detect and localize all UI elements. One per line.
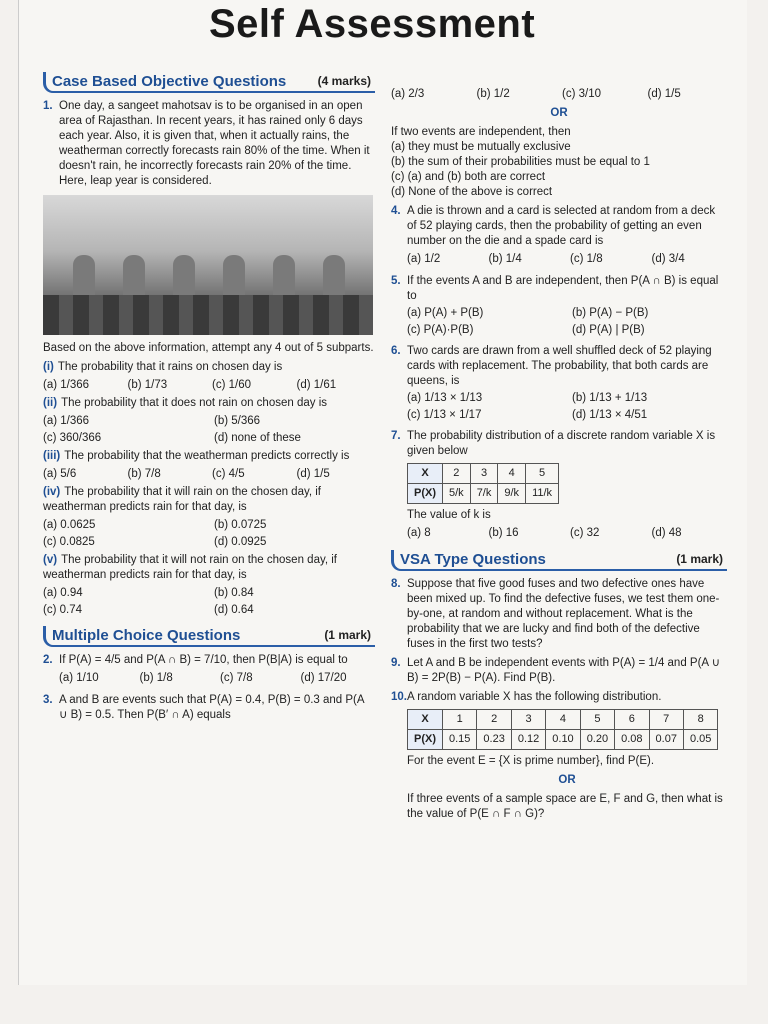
table-cell: 0.12: [511, 730, 545, 750]
option-c: (c) 1/60: [212, 379, 251, 391]
table-cell: 9/k: [498, 484, 526, 504]
option-c: (c) 7/8: [220, 672, 253, 684]
table-cell: 1: [443, 710, 477, 730]
table-cell: 0.05: [683, 730, 717, 750]
subpart-4: [43, 485, 375, 550]
concert-photo: [43, 195, 373, 335]
option-b: (b) P(A) − P(B): [572, 307, 649, 319]
option-c: (c) (a) and (b) both are correct: [391, 171, 546, 183]
table-header-p: P(X): [408, 730, 443, 750]
option-b: (b) 0.84: [214, 587, 254, 599]
table-cell: 5: [580, 710, 614, 730]
table-cell: 4: [498, 464, 526, 484]
subpart-text: The probability that it will not rain on the chosen day, if weatherman predicts rain for that day, is: [43, 554, 338, 581]
question-8: [391, 577, 727, 652]
question-text: If two events are independent, then: [391, 126, 571, 138]
option-b: (b) 16: [488, 527, 519, 539]
option-d: (d) 0.64: [214, 604, 254, 616]
option-d: (d) 48: [651, 527, 682, 539]
option-b: (b) the sum of their probabilities must be equal to 1: [391, 156, 650, 168]
table-cell: 0.08: [615, 730, 649, 750]
option-a: (a) 2/3: [391, 88, 425, 100]
option-c: (c) 1/8: [570, 253, 603, 265]
option-a: (a) 1/366: [43, 379, 90, 391]
option-d: (d) 17/20: [300, 672, 347, 684]
option-a: (a) 0.94: [43, 587, 83, 599]
or-label: OR: [558, 774, 576, 786]
question-text: A and B are events such that P(A) = 0.4, P(B) = 0.3 and P(A ∪ B) = 0.5. Then P(B′ ∩ A) equals: [59, 694, 364, 721]
option-b: (b) 1/8: [139, 672, 173, 684]
option-c: (c) 0.74: [43, 604, 82, 616]
option-d: (d) 1/13 × 4/51: [572, 409, 648, 421]
option-c: (c) 360/366: [43, 432, 102, 444]
option-d: (d) none of these: [214, 432, 301, 444]
option-d: (d) None of the above is correct: [391, 186, 553, 198]
subpart-2: [43, 396, 375, 446]
question-10: [391, 690, 727, 822]
question-number: 3.: [43, 694, 53, 706]
question-number: 1.: [43, 100, 53, 112]
option-a: (a) 5/6: [43, 468, 77, 480]
question-number: 10.: [391, 691, 407, 703]
option-b: (b) 1/2: [476, 88, 510, 100]
option-a: (a) 1/13 × 1/13: [407, 392, 483, 404]
left-column: [43, 72, 375, 727]
section-marks: (4 marks): [317, 74, 371, 88]
question-7: [391, 429, 727, 544]
right-column: [391, 84, 727, 826]
table-header-x: X: [408, 464, 443, 484]
subpart-text: The probability that it does not rain on chosen day is: [61, 397, 327, 409]
subpart-number: (ii): [43, 397, 58, 409]
question-5: [391, 274, 727, 340]
option-b: (b) 1/73: [127, 379, 168, 391]
table-cell: 0.20: [580, 730, 614, 750]
question-9: [391, 656, 727, 686]
table-cell: 5: [526, 464, 559, 484]
case-instruction: Based on the above information, attempt any 4 out of 5 subparts.: [43, 342, 374, 354]
subpart-text: The probability that it rains on chosen day is: [57, 361, 283, 373]
question-text: A random variable X has the following distribution.: [407, 691, 662, 703]
option-a: (a) 8: [407, 527, 431, 539]
table-cell: 7: [649, 710, 683, 730]
option-b: (b) 1/4: [488, 253, 522, 265]
subpart-number: (i): [43, 361, 54, 373]
question-text: If P(A) = 4/5 and P(A ∩ B) = 7/10, then P(B|A) is equal to: [59, 654, 348, 666]
question-1: [43, 99, 375, 189]
table-cell: 7/k: [470, 484, 498, 504]
option-d: (d) 1/61: [296, 379, 337, 391]
option-b: (b) 1/13 + 1/13: [572, 392, 648, 404]
question-or-text: If three events of a sample space are E, F and G, then what is the value of P(E ∩ F ∩ G)?: [407, 793, 723, 820]
option-d: (d) 3/4: [651, 253, 685, 265]
table-cell: 2: [443, 464, 471, 484]
question-3-options: [391, 87, 727, 102]
table-cell: 0.07: [649, 730, 683, 750]
question-text: A die is thrown and a card is selected at random from a deck of 52 playing cards, then the probability of getting an even number on the die and a spade card is: [407, 205, 716, 247]
question-number: 4.: [391, 205, 401, 217]
subpart-number: (iv): [43, 486, 61, 498]
option-c: (c) 4/5: [212, 468, 245, 480]
question-3-or: [391, 125, 727, 200]
subpart-number: (v): [43, 554, 58, 566]
question-text: Suppose that five good fuses and two defective ones have been mixed up. To find the defective fuses, we test them one-by-one, at random and without replacement. What is the probability that we are lucky and find both of the defective fuses in the first two tests?: [407, 578, 720, 650]
section-name: Multiple Choice Questions: [52, 627, 241, 644]
question-4: [391, 204, 727, 270]
option-d: (d) 1/5: [296, 468, 330, 480]
question-text: Two cards are drawn from a well shuffled deck of 52 playing cards with replacement. The probability, that both cards are queens, is: [407, 345, 712, 387]
option-d: (d) P(A) | P(B): [572, 324, 645, 336]
option-a: (a) 1/10: [59, 672, 99, 684]
table-cell: 0.10: [546, 730, 580, 750]
distribution-table-q10: [407, 709, 718, 750]
question-6: [391, 344, 727, 425]
section-marks: (1 mark): [324, 628, 371, 642]
question-followup: For the event E = {X is prime number}, find P(E).: [407, 755, 655, 767]
table-cell: 8: [683, 710, 717, 730]
option-a: (a) they must be mutually exclusive: [391, 141, 571, 153]
question-2: [43, 653, 375, 689]
table-cell: 0.23: [477, 730, 511, 750]
section-name: Case Based Objective Questions: [52, 73, 287, 90]
section-name: VSA Type Questions: [400, 551, 546, 568]
section-header-mcq: [43, 626, 375, 647]
subpart-text: The probability that it will rain on the chosen day, if weatherman predicts rain for that day, is: [43, 486, 322, 513]
option-c: (c) 3/10: [562, 88, 601, 100]
table-cell: 3: [470, 464, 498, 484]
question-number: 5.: [391, 275, 401, 287]
option-b: (b) 5/366: [214, 415, 261, 427]
option-c: (c) 32: [570, 527, 600, 539]
table-cell: 11/k: [526, 484, 559, 504]
question-text: One day, a sangeet mahotsav is to be organised in an open area of Rajasthan. In recent years, it has rained only 6 days each year. Also, it is given that, when it actually rains, the weatherman correctly forecasts rain 80% of the time. When it doesn't rain, he incorrectly forecasts rain 20% of the time. Here, leap year is considered.: [59, 100, 370, 187]
table-header-x: X: [408, 710, 443, 730]
section-header-vsa: [391, 550, 727, 571]
page-title: Self Assessment: [209, 2, 536, 46]
table-cell: 6: [615, 710, 649, 730]
table-cell: 4: [546, 710, 580, 730]
subpart-number: (iii): [43, 450, 61, 462]
table-cell: 2: [477, 710, 511, 730]
question-text: The probability distribution of a discrete random variable X is given below: [407, 430, 716, 457]
question-number: 9.: [391, 657, 401, 669]
subpart-text: The probability that the weatherman predicts correctly is: [64, 450, 350, 462]
subpart-5: [43, 553, 375, 618]
option-c: (c) P(A)·P(B): [407, 324, 474, 336]
section-header-case: [43, 72, 375, 93]
table-header-p: P(X): [408, 484, 443, 504]
option-b: (b) 7/8: [127, 468, 161, 480]
page: [18, 0, 747, 985]
table-cell: 5/k: [443, 484, 471, 504]
distribution-table-q7: [407, 463, 559, 504]
option-a: (a) P(A) + P(B): [407, 307, 484, 319]
option-b: (b) 0.0725: [214, 519, 267, 531]
or-label: OR: [550, 107, 568, 119]
question-followup: The value of k is: [407, 509, 491, 521]
option-c: (c) 0.0825: [43, 536, 95, 548]
subpart-3: [43, 449, 375, 482]
question-number: 6.: [391, 345, 401, 357]
question-text: If the events A and B are independent, then P(A ∩ B) is equal to: [407, 275, 719, 302]
option-a: (a) 0.0625: [43, 519, 96, 531]
question-text: Let A and B be independent events with P(A) = 1/4 and P(A ∪ B) = 2P(B) − P(A). Find P(B).: [407, 657, 721, 684]
subpart-1: [43, 360, 375, 393]
option-a: (a) 1/2: [407, 253, 441, 265]
option-d: (d) 0.0925: [214, 536, 267, 548]
question-number: 7.: [391, 430, 401, 442]
option-c: (c) 1/13 × 1/17: [407, 409, 482, 421]
table-cell: 3: [511, 710, 545, 730]
option-a: (a) 1/366: [43, 415, 90, 427]
question-3: [43, 693, 375, 723]
question-number: 2.: [43, 654, 53, 666]
option-d: (d) 1/5: [647, 88, 681, 100]
table-cell: 0.15: [443, 730, 477, 750]
section-marks: (1 mark): [676, 552, 723, 566]
question-number: 8.: [391, 578, 401, 590]
